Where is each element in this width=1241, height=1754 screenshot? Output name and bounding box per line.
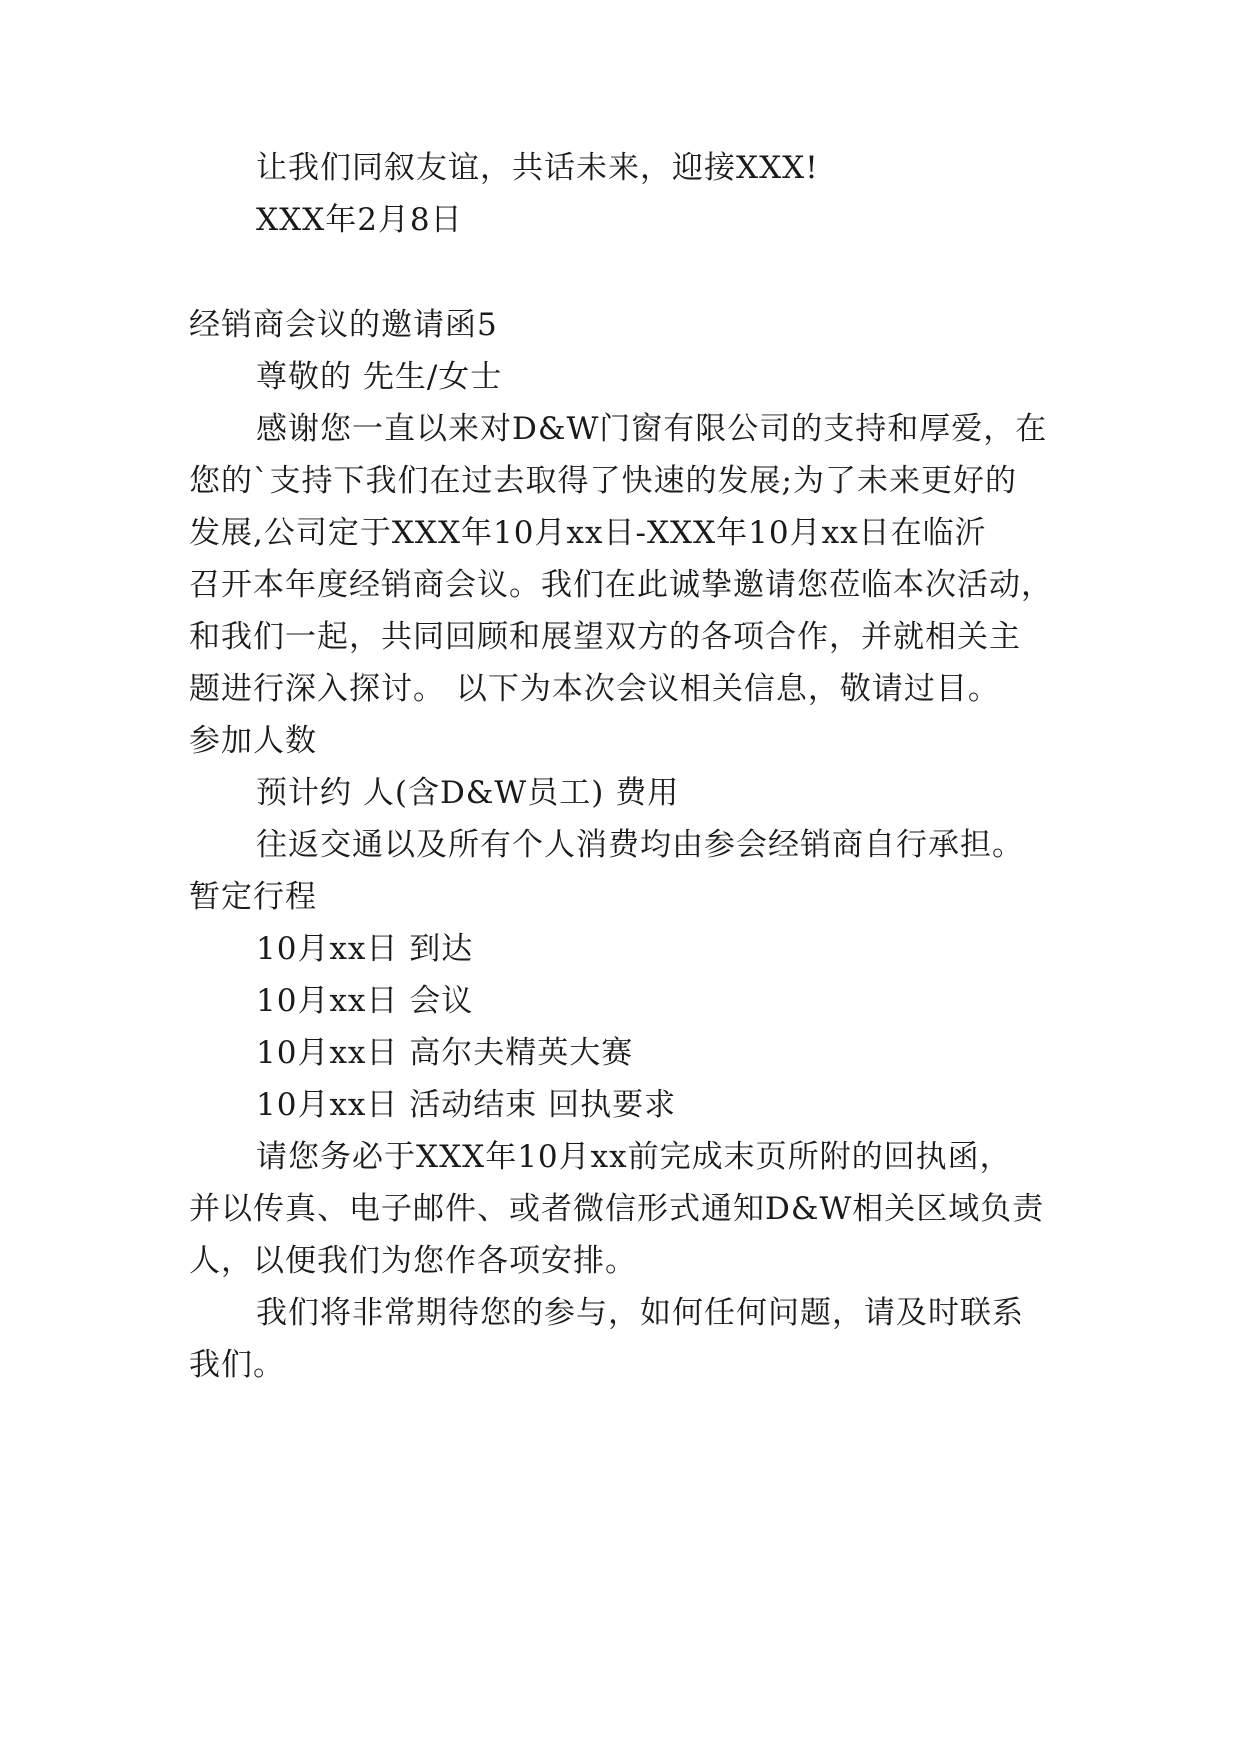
closing-line: 我们。 xyxy=(189,1347,285,1383)
reply-line: 请您务必于XXX年10月xx前完成末页所附的回执函， xyxy=(256,1139,1012,1175)
intro-line: 感谢您一直以来对D&W门窗有限公司的支持和厚爱，在 xyxy=(256,411,1048,447)
previous-letter-date: XXX年2月8日 xyxy=(256,202,463,238)
letter-title: 经销商会议的邀请函5 xyxy=(189,307,498,343)
schedule-item: 10月xx日 活动结束 回执要求 xyxy=(256,1087,677,1123)
schedule-item: 10月xx日 到达 xyxy=(256,931,474,967)
schedule-heading: 暂定行程 xyxy=(189,879,317,915)
reply-line: 并以传真、电子邮件、或者微信形式通知D&W相关区域负责 xyxy=(189,1191,1045,1227)
reply-line: 人，以便我们为您作各项安排。 xyxy=(189,1243,637,1279)
intro-line: 题进行深入探讨。 以下为本次会议相关信息，敬请过目。 xyxy=(189,671,1000,707)
intro-line: 您的`支持下我们在过去取得了快速的发展;为了未来更好的 xyxy=(189,463,1017,499)
cost-text: 往返交通以及所有个人消费均由参会经销商自行承担。 xyxy=(256,827,1024,863)
attendees-text: 预计约 人(含D&W员工) 费用 xyxy=(256,775,680,811)
salutation: 尊敬的 先生/女士 xyxy=(256,359,503,395)
previous-letter-closing: 让我们同叙友谊，共话未来，迎接XXX! xyxy=(256,150,819,186)
schedule-item: 10月xx日 高尔夫精英大赛 xyxy=(256,1035,634,1071)
schedule-item: 10月xx日 会议 xyxy=(256,983,474,1019)
intro-line: 和我们一起，共同回顾和展望双方的各项合作，并就相关主 xyxy=(189,619,1021,655)
intro-line: 召开本年度经销商会议。我们在此诚挚邀请您莅临本次活动， xyxy=(189,567,1053,603)
attendees-heading: 参加人数 xyxy=(189,723,317,759)
closing-line: 我们将非常期待您的参与，如何任何问题，请及时联系 xyxy=(256,1295,1024,1331)
intro-line: 发展,公司定于XXX年10月xx日-XXX年10月xx日在临沂 xyxy=(189,515,987,551)
